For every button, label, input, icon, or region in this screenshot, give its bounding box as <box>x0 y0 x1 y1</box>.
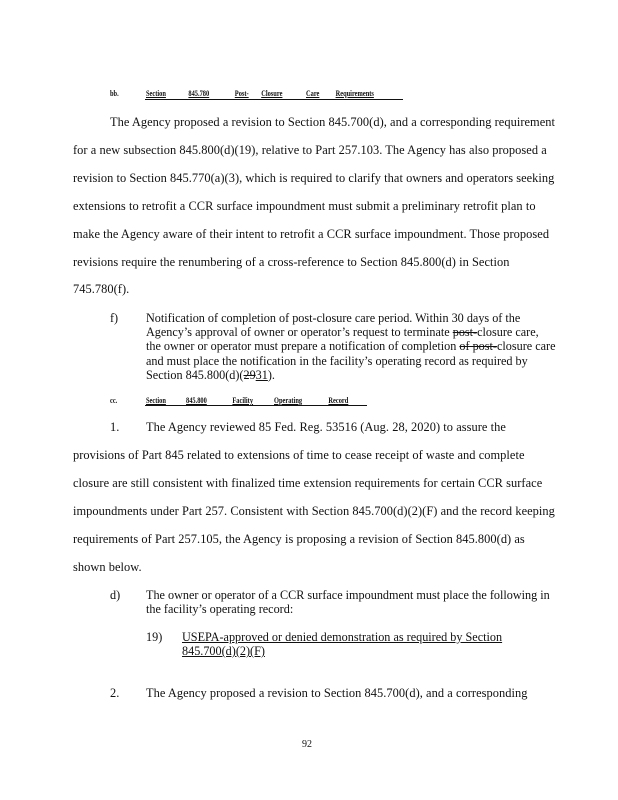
para-bb-line: 745.780(f). <box>73 282 130 296</box>
section-bb-word: 845.780 <box>188 89 210 98</box>
section-cc-word: Operating <box>274 396 303 405</box>
section-bb-word: Section <box>146 89 166 98</box>
item-f-line: Section 845.800(d)(2931). <box>146 367 275 382</box>
para-cc1-number: 1. <box>110 420 120 434</box>
item-19-label: 19) <box>146 630 163 644</box>
para-2-line: The Agency proposed a revision to Section 845.700(d), and a corresponding <box>146 686 528 700</box>
para-cc1-line: requirements of Part 257.105, the Agency is proposing a revision of Section 845.800(d) as <box>73 532 525 546</box>
item-f-line: Notification of completion of post-closure care period. Within 30 days of the <box>146 311 521 325</box>
para-bb-line: revision to Section 845.770(a)(3), which is required to clarify that owners and operators seeking <box>73 171 555 185</box>
para-cc1-line: impoundments under Part 257. Consistent with Section 845.700(d)(2)(F) and the record keeping <box>73 504 555 518</box>
section-cc-word: Section <box>146 396 166 405</box>
section-cc-word: Facility <box>232 396 254 405</box>
item-f-label: f) <box>110 311 119 325</box>
section-bb-word: Requirements <box>335 89 374 98</box>
section-bb-heading <box>110 89 374 98</box>
para-bb-line: for a new subsection 845.800(d)(19), relative to Part 257.103. The Agency has also proposed a <box>73 143 547 157</box>
strike-text: of post- <box>459 339 497 354</box>
item-19-line: 845.700(d)(2)(F) <box>182 644 265 658</box>
section-bb-word: Closure <box>261 89 283 98</box>
section-cc-underline <box>145 405 367 406</box>
inserted-text: 31 <box>255 367 268 382</box>
strike-text: 29 <box>243 367 256 382</box>
para-cc1-line: The Agency reviewed 85 Fed. Reg. 53516 (Aug. 28, 2020) to assure the <box>146 420 506 434</box>
item-d-label: d) <box>110 588 121 602</box>
section-bb-label: bb. <box>110 89 119 98</box>
section-cc-heading <box>110 396 348 405</box>
para-2-number: 2. <box>110 686 120 700</box>
item-19-line: USEPA-approved or denied demonstration as required by Section <box>182 630 503 644</box>
item-f-text <box>146 311 586 382</box>
strike-text: post- <box>452 325 478 340</box>
section-bb-underline <box>145 99 403 100</box>
para-bb-line: extensions to retrofit a CCR surface impoundment must submit a preliminary retrofit plan to <box>73 199 536 213</box>
section-cc-word: 845.800 <box>186 396 207 405</box>
item-d-line: the facility’s operating record: <box>146 602 294 616</box>
para-cc1-line: closure are still consistent with finalized time extension requirements for certain CCR surface <box>73 476 543 490</box>
para-bb-line: make the Agency aware of their intent to retrofit a CCR surface impoundment. Those proposed <box>73 227 550 241</box>
item-d-line: The owner or operator of a CCR surface impoundment must place the following in <box>146 588 550 602</box>
section-bb-word: Post- <box>234 89 249 98</box>
para-cc1-line: provisions of Part 845 related to extensions of time to cease receipt of waste and complete <box>73 448 525 462</box>
page-number: 92 <box>302 739 312 750</box>
para-cc1-line: shown below. <box>73 560 142 574</box>
item-f-line: and must place the notification in the facility’s operating record as required by <box>146 353 528 368</box>
section-cc-label: cc. <box>110 396 118 405</box>
section-cc-word: Record <box>328 396 349 405</box>
item-f-line: the owner or operator must prepare a notification of completion of post-closure care <box>146 339 556 354</box>
section-bb-word: Care <box>306 89 320 98</box>
para-bb-line: The Agency proposed a revision to Section 845.700(d), and a corresponding requirement <box>110 115 556 129</box>
item-f-line: Agency’s approval of owner or operator’s request to terminate post-closure care, <box>146 325 539 340</box>
para-bb-line: revisions require the renumbering of a cross-reference to Section 845.800(d) in Section <box>73 255 510 269</box>
